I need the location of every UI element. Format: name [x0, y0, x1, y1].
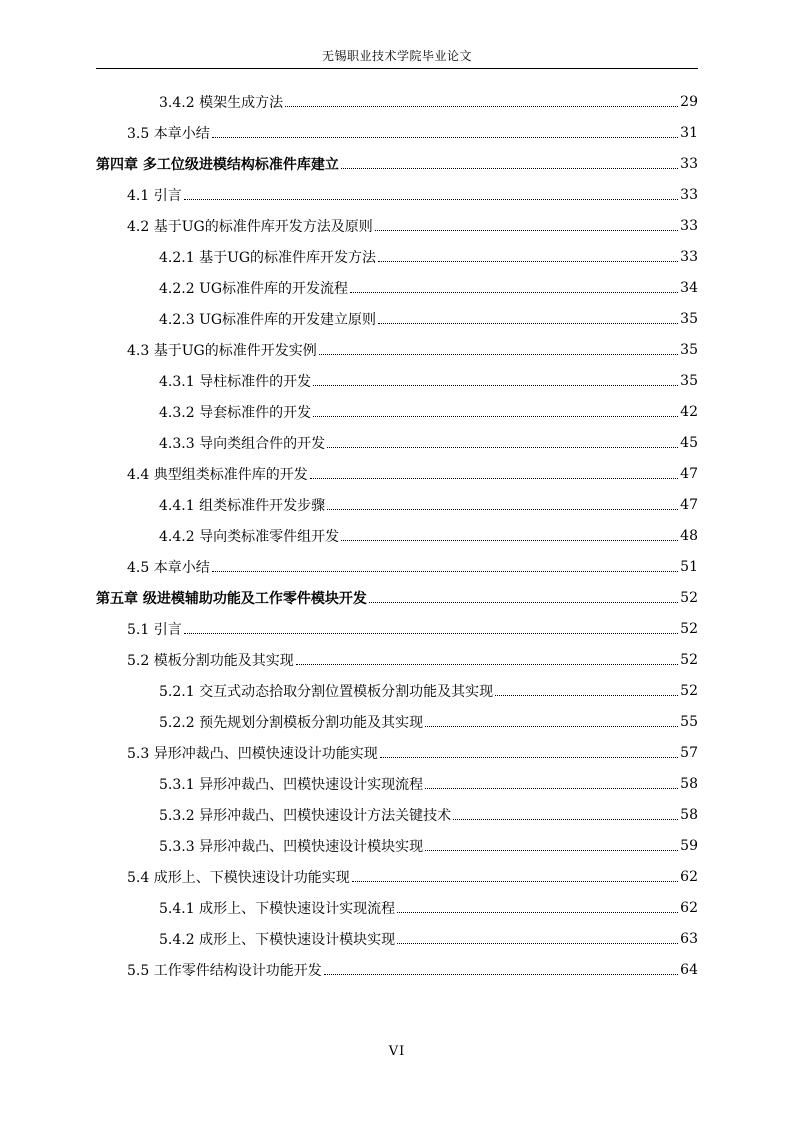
toc-entry-page: 63 — [680, 930, 698, 947]
toc-entry[interactable] — [159, 830, 698, 861]
toc-entry-label: 5.2.1 交互式动态拾取分割位置模板分割功能及其实现 — [159, 683, 494, 700]
running-header: 无锡职业技术学院毕业论文 — [321, 49, 472, 63]
toc-entry[interactable] — [127, 179, 698, 210]
toc-entry-page: 33 — [680, 248, 698, 265]
toc-entry-label: 5.1 引言 — [127, 621, 182, 638]
toc-entry-page: 35 — [680, 310, 698, 327]
toc-entry-page: 55 — [680, 713, 698, 730]
toc-dot-leader — [397, 943, 678, 944]
toc-entry-page: 47 — [680, 496, 698, 513]
toc-entry-page: 52 — [680, 682, 698, 699]
toc-entry[interactable] — [127, 737, 698, 768]
toc-dot-leader — [352, 881, 678, 882]
toc-entry[interactable] — [159, 303, 698, 334]
toc-entry[interactable] — [159, 241, 698, 272]
toc-dot-leader — [378, 261, 678, 262]
toc-entry-label: 5.3.1 异形冲裁凸、凹模快速设计实现流程 — [159, 776, 424, 793]
toc-entry-label: 4.3.1 导柱标准件的开发 — [159, 373, 312, 390]
toc-entry[interactable] — [159, 86, 698, 117]
toc-dot-leader — [310, 478, 678, 479]
toc-entry-page: 62 — [680, 899, 698, 916]
toc-entry-page: 35 — [680, 341, 698, 358]
toc-entry[interactable] — [159, 799, 698, 830]
toc-dot-leader — [495, 695, 678, 696]
toc-entry-page: 51 — [680, 558, 698, 575]
toc-dot-leader — [397, 912, 678, 913]
toc-entry-label: 5.3.2 异形冲裁凸、凹模快速设计方法关键技术 — [159, 807, 452, 824]
toc-dot-leader — [453, 819, 678, 820]
toc-entry[interactable] — [159, 365, 698, 396]
toc-entry-page: 58 — [680, 806, 698, 823]
toc-entry-page: 45 — [680, 434, 698, 451]
toc-entry[interactable] — [159, 272, 698, 303]
toc-entry-page: 31 — [680, 124, 698, 141]
toc-dot-leader — [350, 292, 678, 293]
toc-entry-label: 4.2.2 UG标准件库的开发流程 — [159, 280, 349, 297]
toc-entry[interactable] — [159, 706, 698, 737]
toc-entry-label: 4.2.3 UG标准件库的开发建立原则 — [159, 311, 377, 328]
toc-entry[interactable] — [159, 892, 698, 923]
toc-entry[interactable] — [96, 582, 698, 613]
toc-entry-page: 57 — [680, 744, 698, 761]
toc-entry-page: 42 — [680, 403, 698, 420]
toc-entry-page: 59 — [680, 837, 698, 854]
toc-entry[interactable] — [127, 210, 698, 241]
toc-entry[interactable] — [159, 675, 698, 706]
toc-dot-leader — [425, 726, 678, 727]
toc-entry[interactable] — [127, 551, 698, 582]
toc-entry-page: 52 — [680, 620, 698, 637]
page-number: VI — [388, 1044, 406, 1059]
toc-entry[interactable] — [159, 520, 698, 551]
toc-dot-leader — [327, 509, 678, 510]
toc-entry-label: 4.3 基于UG的标准件开发实例 — [127, 342, 317, 359]
toc-entry[interactable] — [127, 644, 698, 675]
toc-dot-leader — [313, 416, 678, 417]
toc-dot-leader — [375, 230, 678, 231]
toc-entry[interactable] — [159, 427, 698, 458]
toc-entry[interactable] — [127, 861, 698, 892]
toc-entry-label: 4.4.1 组类标准件开发步骤 — [159, 497, 326, 514]
toc-entry[interactable] — [159, 489, 698, 520]
toc-dot-leader — [285, 106, 678, 107]
toc-entry-label: 3.5 本章小结 — [127, 125, 210, 142]
toc-entry-label: 4.4.2 导向类标准零件组开发 — [159, 528, 340, 545]
toc-entry-label: 5.4.1 成形上、下模快速设计实现流程 — [159, 900, 396, 917]
toc-entry[interactable] — [159, 396, 698, 427]
toc-dot-leader — [184, 633, 678, 634]
toc-entry[interactable] — [159, 923, 698, 954]
toc-entry-page: 52 — [680, 651, 698, 668]
toc-entry-label: 5.3.3 异形冲裁凸、凹模快速设计模块实现 — [159, 838, 424, 855]
toc-entry-label: 5.3 异形冲裁凸、凹模快速设计功能实现 — [127, 745, 378, 762]
toc-entry-page: 35 — [680, 372, 698, 389]
toc-dot-leader — [369, 602, 678, 603]
toc-entry[interactable] — [127, 458, 698, 489]
toc-dot-leader — [378, 323, 678, 324]
toc-dot-leader — [319, 354, 678, 355]
toc-entry-page: 34 — [680, 279, 698, 296]
toc-entry[interactable] — [127, 117, 698, 148]
toc-entry-label: 4.3.3 导向类组合件的开发 — [159, 435, 326, 452]
toc-entry-page: 33 — [680, 217, 698, 234]
toc-dot-leader — [324, 974, 678, 975]
toc-entry-page: 64 — [680, 961, 698, 978]
toc-dot-leader — [212, 137, 678, 138]
toc-entry-label: 5.4 成形上、下模快速设计功能实现 — [127, 869, 350, 886]
toc-entry-page: 58 — [680, 775, 698, 792]
toc-entry-page: 48 — [680, 527, 698, 544]
toc-entry-label: 5.5 工作零件结构设计功能开发 — [127, 962, 322, 979]
toc-entry-label: 5.2.2 预先规划分割模板分割功能及其实现 — [159, 714, 424, 731]
toc-entry[interactable] — [127, 334, 698, 365]
toc-entry-label: 4.1 引言 — [127, 187, 182, 204]
toc-entry-label: 5.2 模板分割功能及其实现 — [127, 652, 294, 669]
toc-dot-leader — [341, 540, 678, 541]
toc-dot-leader — [380, 757, 678, 758]
toc-entry-page: 33 — [680, 155, 698, 172]
toc-entry-label: 3.4.2 模架生成方法 — [159, 94, 284, 111]
toc-entry[interactable] — [96, 148, 698, 179]
toc-entry[interactable] — [159, 768, 698, 799]
toc-entry-label: 4.4 典型组类标准件库的开发 — [127, 466, 308, 483]
toc-entry-label: 4.3.2 导套标准件的开发 — [159, 404, 312, 421]
toc-dot-leader — [184, 199, 678, 200]
toc-entry[interactable] — [127, 613, 698, 644]
toc-entry-label: 5.4.2 成形上、下模快速设计模块实现 — [159, 931, 396, 948]
toc-dot-leader — [425, 788, 678, 789]
toc-entry[interactable] — [127, 954, 698, 985]
toc-entry-page: 47 — [680, 465, 698, 482]
toc-entry-page: 52 — [680, 589, 698, 606]
toc-entry-page: 33 — [680, 186, 698, 203]
toc-entry-label: 4.2 基于UG的标准件库开发方法及原则 — [127, 218, 373, 235]
header-rule — [96, 68, 698, 69]
toc-entry-page: 29 — [680, 93, 698, 110]
toc-dot-leader — [327, 447, 678, 448]
toc-dot-leader — [425, 850, 678, 851]
toc-entry-page: 62 — [680, 868, 698, 885]
toc-entry-label: 4.2.1 基于UG的标准件库开发方法 — [159, 249, 377, 266]
toc-dot-leader — [313, 385, 678, 386]
toc-entry-label: 第五章 级进模辅助功能及工作零件模块开发 — [96, 590, 367, 607]
toc-entry-label: 4.5 本章小结 — [127, 559, 210, 576]
toc-entry-label: 第四章 多工位级进模结构标准件库建立 — [96, 156, 339, 173]
toc-dot-leader — [341, 168, 678, 169]
toc-dot-leader — [296, 664, 678, 665]
toc-dot-leader — [212, 571, 678, 572]
